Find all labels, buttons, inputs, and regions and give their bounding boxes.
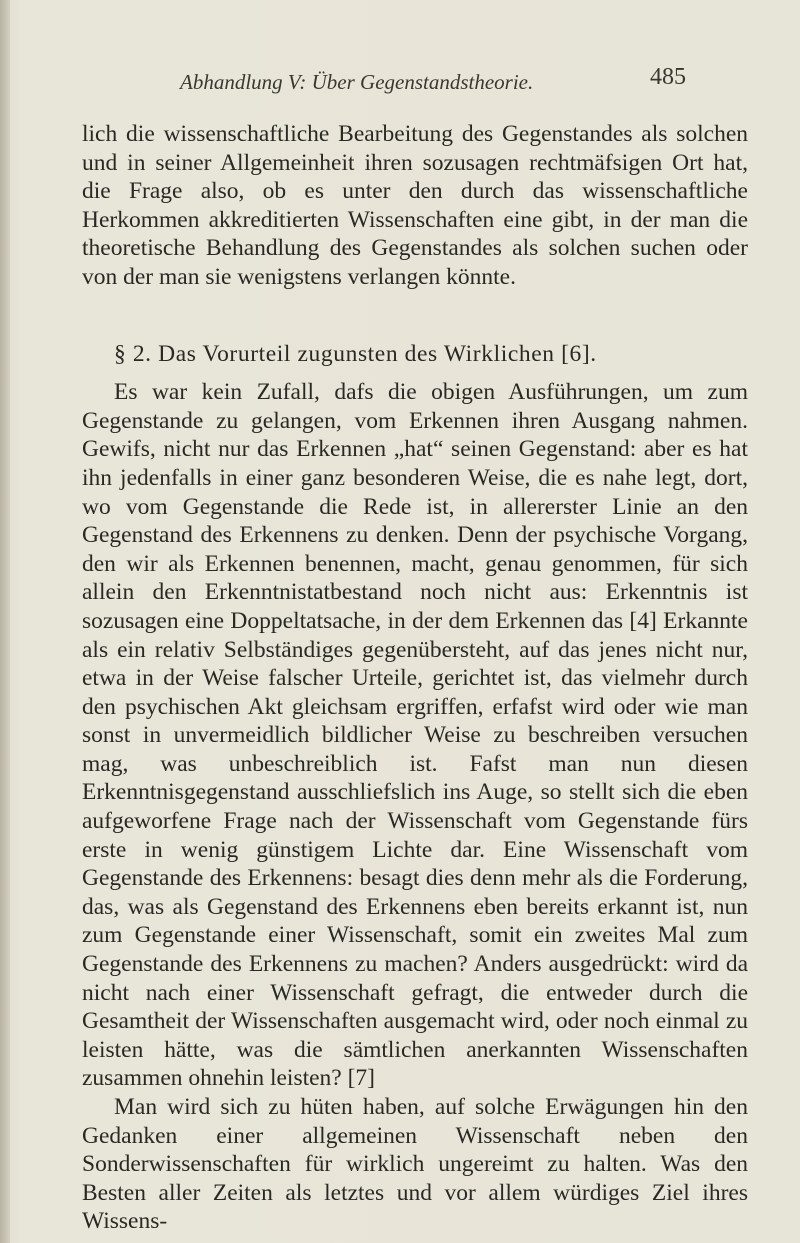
paragraph-next: Man wird sich zu hüten haben, auf solche Erwägungen hin den Gedanken einer allgemeinen Wissenschaft neben den Sonderwissenschaften für wirklich ungereimt zu halten. Was den Besten aller Zeiten als letztes und vor allem würdiges Ziel ihres Wissens- xyxy=(82,1094,748,1235)
paragraph-continuation: lich die wissenschaftliche Bearbeitung des Gegenstandes als solchen und in seiner Allgemeinheit ihren sozusagen rechtmäfsigen Ort hat, die Frage also, ob es unter den durch das wissenschaftliche Herkommen akkreditierten Wissenschaften eine gibt, in der man die theoretische Behandlung des Gegenstandes als solchen suchen oder von der man sie wenigstens verlangen könnte. xyxy=(82,121,748,290)
page-gutter-shadow xyxy=(0,0,10,1243)
page-number: 485 xyxy=(650,64,686,90)
running-header: Abhandlung V: Über Gegenstandstheorie. xyxy=(180,70,534,94)
paragraph-section-start: Es war kein Zufall, dafs die obigen Ausführungen, um zum Gegenstande zu gelangen, vom Erkennen ihren Ausgang nahmen. Gewifs, nicht nur das Erkennen „hat“ seinen Gegenstand: aber es hat ihn jedenfalls in einer ganz besonderen Weise, die es nahe legt, dort, wo vom Gegenstande die Rede ist, in allererster Linie an den Gegenstand des Erkennens zu denken. Denn der psychische Vorgang, den wir als Erkennen benennen, macht, genau genommen, für sich allein den Erkenntnistatbestand noch nicht aus: Erkenntnis ist sozusagen eine Doppeltatsache, in der dem Erkennen das [4] Erkannte als ein relativ Selbständiges gegenübersteht, auf das jenes nicht nur, etwa in der Weise falscher Urteile, gerichtet ist, das vielmehr durch den psychischen Akt gleichsam ergriffen, erfafst wird oder wie man sonst in unvermeidlich bildlicher Weise zu beschreiben versuchen mag, was unbeschreiblich ist. Fafst man nun diesen Erkenntnisgegenstand ausschliefslich ins Auge, so stellt sich die eben aufgeworfene Frage nach der Wissenschaft vom Gegenstande fürs erste in wenig günstigem Lichte dar. Eine Wissenschaft vom Gegenstande des Erkennens: besagt dies denn mehr als die Forderung, das, was als Gegenstand des Erkennens eben bereits erkannt ist, nun zum Gegenstande einer Wissenschaft, somit ein zweites Mal zum Gegenstande des Erkennens zu machen? Anders ausgedrückt: wird da nicht nach einer Wissenschaft gefragt, die entweder durch die Gesamtheit der Wissenschaften ausgemacht wird, oder noch einmal zu leisten hätte, was die sämtlichen anerkannten Wissenschaften zusammen ohnehin leisten? [7] xyxy=(82,379,748,1092)
section-heading: § 2. Das Vorurteil zugunsten des Wirklichen [6]. xyxy=(114,340,597,367)
body-text xyxy=(82,120,748,1236)
